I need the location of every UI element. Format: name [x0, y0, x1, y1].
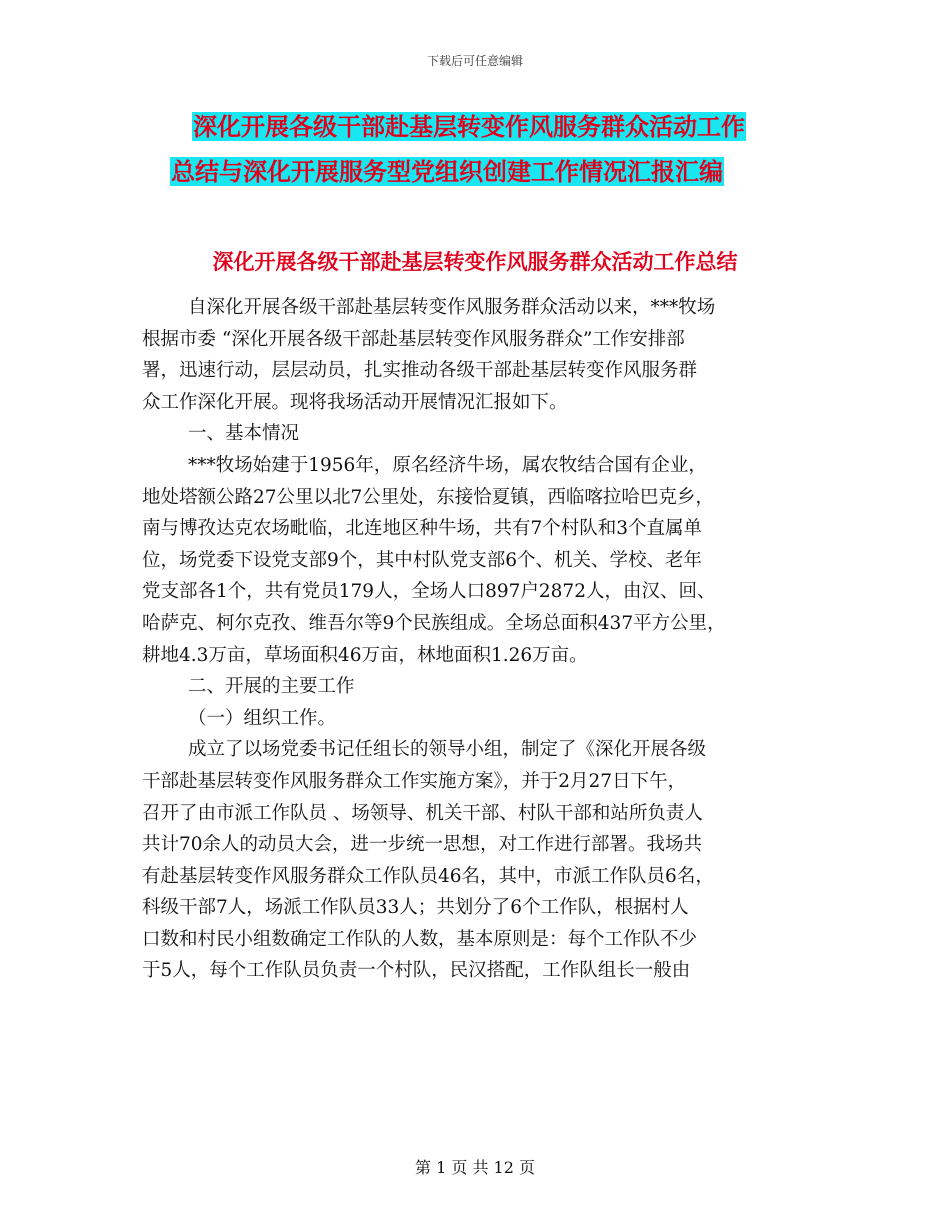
paragraph-intro [142, 292, 832, 418]
text-line: 哈萨克、柯尔克孜、维吾尔等9个民族组成。全场总面积437平方公里， [142, 612, 726, 634]
text-line: 一、基本情况 [188, 423, 300, 445]
header-note: 下载后可任意编辑 [426, 54, 523, 68]
title-highlight: 总结与深化开展服务型党组织创建工作情况汇报汇编 [171, 157, 723, 186]
title-highlight: 深化开展各级干部赴基层转变作风服务群众活动工作 [193, 112, 745, 141]
text-line: （一）组织工作。 [188, 707, 337, 729]
text-line: 有赴基层转变作风服务群众工作队员46名，其中，市派工作队员6名， [142, 865, 714, 887]
section-title: 深化开展各级干部赴基层转变作风服务群众活动工作总结 [212, 249, 738, 274]
heading-main-work [142, 671, 832, 703]
text-line: 二、开展的主要工作 [188, 676, 355, 698]
paragraph-organization-work [142, 734, 832, 987]
text-line: 根据市委 “深化开展各级干部赴基层转变作风服务群众”工作安排部 [142, 328, 685, 350]
document-body [142, 292, 832, 987]
text-line: ***牧场始建于1956年，原名经济牛场，属农牧结合国有企业， [188, 454, 707, 476]
text-line: 科级干部7人，场派工作队员33人；共划分了6个工作队，根据村人 [142, 897, 689, 919]
text-line: 位，场党委下设党支部9个，其中村队党支部6个、机关、学校、老年 [142, 549, 703, 571]
text-line: 党支部各1个，共有党员179人，全场人口897户2872人，由汉、回、 [142, 581, 716, 603]
page-footer: 第 1 页 共 12 页 [415, 1158, 535, 1177]
text-line: 地处塔额公路27公里以北7公里处，东接恰夏镇，西临喀拉哈巴克乡， [142, 486, 714, 508]
heading-basic-situation [142, 418, 832, 450]
text-line: 众工作深化开展。现将我场活动开展情况汇报如下。 [142, 391, 568, 413]
text-line: 耕地4.3万亩，草场面积46万亩，林地面积1.26万亩。 [142, 644, 588, 666]
text-line: 口数和村民小组数确定工作队的人数，基本原则是：每个工作队不少 [142, 928, 698, 950]
text-line: 署，迅速行动，层层动员，扎实推动各级干部赴基层转变作风服务群 [142, 360, 698, 382]
document-title-line-2 [170, 155, 820, 189]
heading-organization-work [142, 703, 832, 735]
text-line: 干部赴基层转变作风服务群众工作实施方案》，并于2月27日下午， [142, 770, 687, 792]
text-line: 自深化开展各级干部赴基层转变作风服务群众活动以来，***牧场 [188, 297, 716, 318]
text-line: 共计70余人的动员大会，进一步统一思想，对工作进行部署。我场共 [142, 834, 703, 856]
text-line: 召开了由市派工作队员 、场领导、机关干部、村队干部和站所负责人 [142, 802, 703, 824]
text-line: 南与博孜达克农场毗临，北连地区种牛场，共有7个村队和3个直属单 [142, 518, 703, 540]
document-title-line-1 [192, 110, 842, 144]
text-line: 于5人，每个工作队员负责一个村队，民汉搭配，工作队组长一般由 [142, 960, 691, 982]
paragraph-basic-situation [142, 450, 832, 671]
text-line: 成立了以场党委书记任组长的领导小组，制定了《深化开展各级 [188, 739, 707, 761]
